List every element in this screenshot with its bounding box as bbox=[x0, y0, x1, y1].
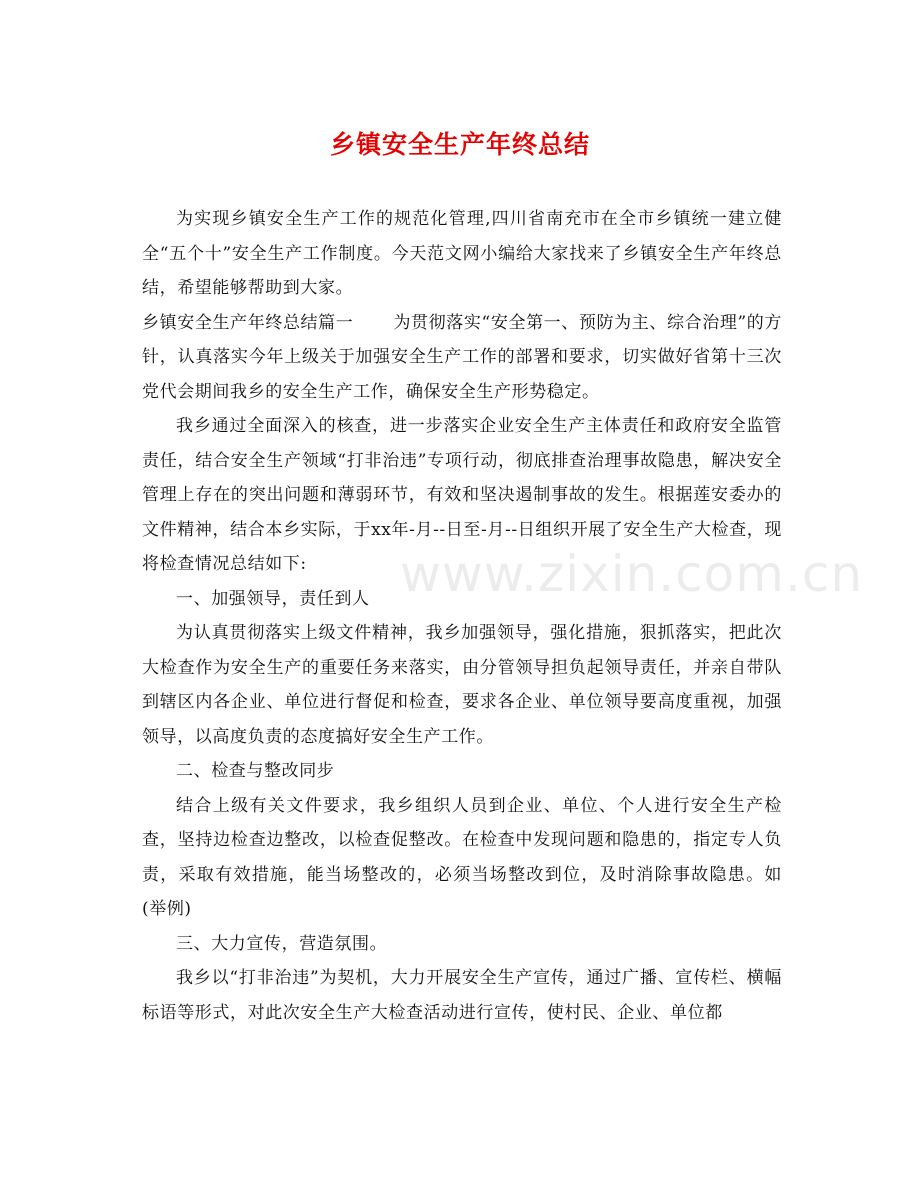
leadership-paragraph: 为认真贯彻落实上级文件精神，我乡加强领导，强化措施，狠抓落实，把此次大检查作为安全生产的重要任务来落实，由分管领导担负起领导责任，并亲自带队到辖区内各企业、单位进行督促和检查，要求各企业、单位领导要高度重视，加强领导，以高度负责的态度搞好安全生产工作。 bbox=[142, 623, 782, 747]
document-title: 乡镇安全生产年终总结 bbox=[329, 130, 590, 159]
section-heading: 乡镇安全生产年终总结篇一 bbox=[142, 312, 354, 333]
heading-leadership: 一、加强领导，责任到人 bbox=[176, 588, 370, 609]
heading-rectification: 二、检查与整改同步 bbox=[176, 761, 335, 781]
section-intro: 为贯彻落实“安全第一、预防为主、综合治理”的方针，认真落实今年上级关于加强安全生产工作的部署和要求，切实做好省第十三次党代会期间我乡的安全生产工作，确保安全生产形势稳定。 bbox=[142, 312, 783, 402]
section-paragraph bbox=[142, 306, 782, 410]
intro-paragraph: 为实现乡镇安全生产工作的规范化管理,四川省南充市在全市乡镇统一建立健全“五个十”安全生产工作制度。今天范文网小编给大家找来了乡镇安全生产年终总结，希望能够帮助到大家。 bbox=[142, 209, 782, 298]
check-paragraph: 我乡通过全面深入的核查，进一步落实企业安全生产主体责任和政府安全监管责任，结合安全生产领域“打非治违”专项行动，彻底排查治理事故隐患，解决安全管理上存在的突出问题和薄弱环节，有效和坚决遏制事故的发生。根据莲安委办的文件精神，结合本乡实际，于xx年-月--日至-月--日组织开展了安全生产大检查，现将检查情况总结如下: bbox=[142, 416, 782, 574]
rectification-paragraph: 结合上级有关文件要求，我乡组织人员到企业、单位、个人进行安全生产检查，坚持边检查边整改，以检查促整改。在检查中发现问题和隐患的，指定专人负责，采取有效措施，能当场整改的，必须当场整改到位，及时消除事故隐患。如(举例) bbox=[142, 795, 782, 919]
document-body bbox=[142, 202, 782, 1030]
publicity-paragraph: 我乡以“打非治违”为契机，大力开展安全生产宣传，通过广播、宣传栏、横幅标语等形式，对此次安全生产大检查活动进行宣传，使村民、企业、单位都 bbox=[142, 968, 782, 1023]
heading-publicity: 三、大力宣传，营造氛围。 bbox=[176, 933, 388, 954]
watermark: www.zixin.com.cn bbox=[400, 545, 864, 603]
